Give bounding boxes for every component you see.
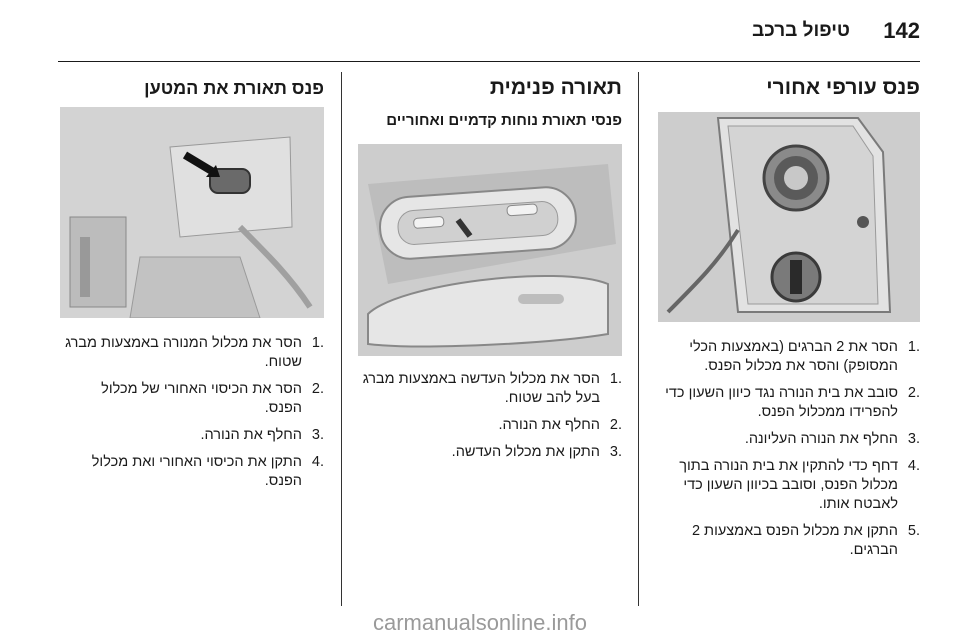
column-divider [638, 72, 639, 606]
list-item [60, 426, 324, 445]
step-number: .3 [311, 427, 324, 443]
header-rule [58, 61, 920, 62]
rear-lights-steps [658, 338, 920, 568]
page-header [0, 0, 960, 62]
rear-lights-column [658, 74, 920, 102]
step-text: החלף את הנורה. [200, 427, 302, 443]
list-item [658, 384, 920, 422]
interior-lights-steps [358, 370, 622, 470]
step-text: דחף כדי להתקין את בית הנורה בתוך מכלול הפנס, וסובב בכיוון השעון כדי לאבטח אותו. [679, 458, 898, 512]
list-item [358, 443, 622, 462]
interior-light-illustration [358, 144, 622, 356]
cargo-light-column [60, 74, 324, 102]
watermark: carmanualsonline.info [372, 610, 588, 635]
step-text: החלף את הנורה. [498, 417, 600, 433]
list-item [60, 453, 324, 491]
step-text: התקן את מכלול העדשה. [451, 444, 600, 460]
step-text: התקן את הכיסוי האחורי ואת מכלול הפנס. [91, 454, 302, 489]
cargo-light-illustration [60, 107, 324, 318]
step-number: .4 [907, 458, 920, 474]
rear-lights-title: פנס עורפי אחורי [766, 76, 920, 99]
column-divider [341, 72, 342, 606]
section-title: טיפול ברכב [752, 20, 850, 41]
step-number: .1 [311, 335, 324, 351]
cargo-light-title: פנס תאורת את המטען [144, 78, 324, 98]
step-number: .3 [907, 431, 920, 447]
list-item [358, 370, 622, 408]
interior-lights-title: תאורה פנימית [489, 76, 622, 99]
rear-light-illustration [658, 112, 920, 322]
list-item [658, 457, 920, 514]
step-text: סובב את בית הנורה נגד כיוון השעון כדי להפרידו ממכלול הפנס. [665, 385, 898, 420]
list-item [658, 522, 920, 560]
step-number: .2 [609, 417, 622, 433]
list-item [658, 338, 920, 376]
list-item [60, 334, 324, 372]
step-text: הסר את מכלול המנורה באמצעות מברג שטוח. [65, 335, 302, 370]
cargo-light-steps [60, 334, 324, 499]
step-number: .2 [907, 385, 920, 401]
step-text: הסר את הכיסוי האחורי של מכלול הפנס. [101, 381, 302, 416]
step-number: .1 [907, 339, 920, 355]
interior-lights-column [358, 74, 622, 132]
list-item [60, 380, 324, 418]
interior-lights-subtitle: פנסי תאורת נוחות קדמיים ואחוריים [386, 112, 622, 129]
page-number: 142 [883, 18, 920, 43]
step-number: .1 [609, 371, 622, 387]
step-text: החלף את הנורה העליונה. [744, 431, 898, 447]
list-item [358, 416, 622, 435]
step-number: .3 [609, 444, 622, 460]
step-number: .5 [907, 523, 920, 539]
step-number: .4 [311, 454, 324, 470]
step-number: .2 [311, 381, 324, 397]
list-item [658, 430, 920, 449]
step-text: הסר את מכלול העדשה באמצעות מברג בעל להב שטוח. [362, 371, 600, 406]
step-text: הסר את 2 הברגים (באמצעות הכלי המסופק) והסר את מכלול הפנס. [689, 339, 898, 374]
step-text: התקן את מכלול הפנס באמצעות 2 הברגים. [691, 523, 898, 558]
